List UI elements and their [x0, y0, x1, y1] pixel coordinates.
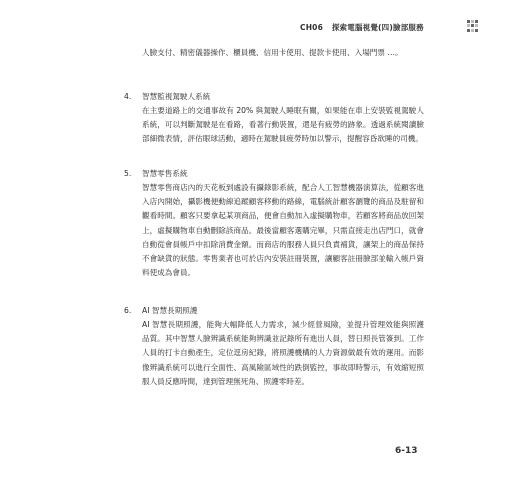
- section-title: AI 智慧長期照護: [142, 306, 198, 315]
- section-number: 6.: [124, 306, 132, 315]
- intro-paragraph: 人臉支付、精密儀器操作、櫃員機、信用卡使用、提款卡使用、入場門票 …。: [142, 48, 403, 57]
- page-number: 6-13: [395, 446, 418, 456]
- chapter-label: CH06: [300, 23, 324, 32]
- page-header: [300, 22, 460, 33]
- section-item-6: [124, 304, 424, 389]
- section-heading: [124, 304, 424, 318]
- section-body: 智慧零售商店內的天花板到處設有攝錄影系統，配合人工智慧機器演算法，從顧客進入店內開始，攝影機便動線追蹤顧客移動的路線，電腦統計顧客瀏覽的商品及駐留和觀看時間。顧客只要拿起某項商品，便會自動加入虛擬購物車，若顧客將商品放回架上，虛擬購物車自動刪除該商品。最後當顧客選購完畢，只需直接走出店門口，就會自動從會員帳戶中扣除消費金額。而商店的服務人員只負責補貨，讓架上的商品保持不會缺貨的狀態。零售業者也可於店內安裝註冊裝置，讓顧客註冊臉部並輸入帳戶資料使成為會員。: [142, 183, 424, 278]
- section-body: AI 智慧長期照護，能夠大幅降低人力需求，減少經營風險，並提升管理效能與照護品質。其中智慧人臉辨識系統能夠辨識並記錄所有進出人員，替日照長管簽到。工作人員的打卡自動產生，定位逕房紀錄，將照護機構的人力資源做最有效的運用。而影像辨識系統可以進行全面性、高風險區域性的跌倒監控，事故即時警示，有效縮短照服人員反應時間，達到管理無死角、照護零時差。: [142, 320, 424, 386]
- section-title: 智慧監視駕駛人系統: [142, 92, 211, 101]
- section-number: 4.: [124, 92, 132, 101]
- header-decoration-icon: [467, 20, 479, 32]
- section-title: 智慧零售系統: [142, 169, 188, 178]
- section-heading: [124, 167, 424, 181]
- section-item-5: [124, 167, 424, 280]
- section-number: 5.: [124, 169, 132, 178]
- chapter-title: 探索電腦視覺(四)臉部服務: [331, 23, 424, 32]
- section-heading: [124, 90, 424, 104]
- section-body: 在主要道路上的交通事故有 20% 與駕駛人睡眠有關，如果能在車上安裝監視駕駛人系統，可以判斷駕駛是在看路，看著行動裝置，還是有疲勞的跡象。透過系統閱讀臉部細微表情，評估眼球活動，適時在駕駛員疲勞時加以警示，提醒容昏欲睡的司機。: [142, 106, 424, 144]
- section-item-4: [124, 90, 424, 147]
